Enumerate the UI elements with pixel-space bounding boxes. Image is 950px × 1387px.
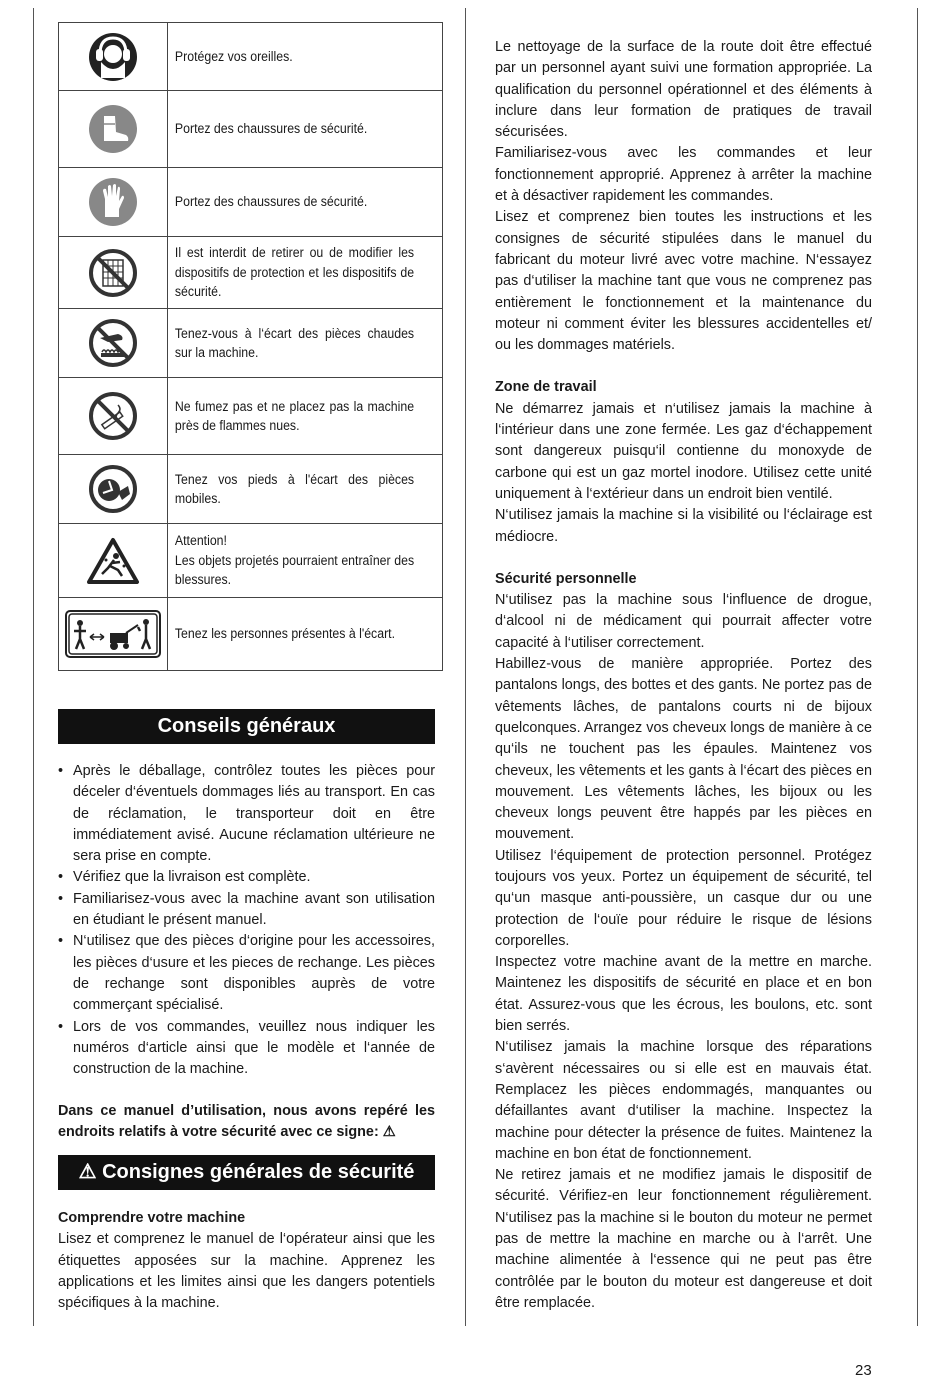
symbol-row [59, 91, 443, 168]
keep-bystanders-away-icon [59, 598, 168, 671]
symbol-text: Protégez vos oreilles. [168, 23, 421, 91]
no-smoking-icon [59, 378, 168, 455]
paragraph: Ne retirez jamais et ne modifiez jamais le dispositif de sécurité. Vérifiez-en leur fonctionnement régulièrement. N‘utilisez pas la machine si le bouton du moteur ne permet pas de mettre la machine en marche ou à l‘arrêt. Une machine alimentée à l‘essence qui ne peut pas être contrôlée par le bouton du moteur est dangereuse et doit être remplacée. [495, 1167, 872, 1311]
safety-gloves-icon [59, 168, 168, 237]
symbol-text: Tenez-vous à l‘écart des pièces chaudes sur la machine. [168, 309, 421, 378]
symbol-text: Ne fumez pas et ne placez pas la machine près de flammes nues. [168, 378, 421, 455]
list-item: • Lors de vos commandes, veuillez nous indiquer les numéros d‘article ainsi que le modèle et l‘année de construction de la machine. [58, 1017, 435, 1081]
symbol-text: Attention! Les objets projetés pourraient entraîner des blessures. [168, 524, 421, 598]
paragraph: N‘utilisez pas la machine sous l‘influence de drogue, d‘alcool ni de médicament qui pourrait affecter votre capacité à l‘utiliser correctement. [495, 592, 872, 651]
general-advice-section [58, 761, 435, 1080]
page-number: 23 [855, 1362, 872, 1379]
symbol-row [59, 524, 443, 598]
no-remove-guard-icon [59, 237, 168, 309]
safety-boots-icon [59, 91, 168, 168]
symbol-row [59, 598, 443, 671]
work-zone-title: Zone de travail [495, 379, 597, 396]
understand-machine-title: Comprendre votre machine [58, 1210, 246, 1226]
hot-parts-icon [59, 309, 168, 378]
symbol-text: Il est interdit de retirer ou de modifier les dispositifs de protection et les dispositifs de sécurité. [168, 237, 421, 309]
symbol-text: Tenez vos pieds à l'écart des pièces mobiles. [168, 455, 421, 524]
keep-feet-away-icon [59, 455, 168, 524]
paragraph: N‘utilisez jamais la machine si la visibilité ou l‘éclairage est médiocre. [495, 507, 872, 545]
paragraph: Utilisez l‘équipement de protection personnel. Protégez toujours vos yeux. Portez un équipement de sécurité, tel qu‘un masque anti-poussière, un casque dur ou une protection de l‘ouïe pour réduire le risque de lésions corporelles. [495, 847, 872, 949]
paragraph: Familiarisez-vous avec les commandes et leur fonctionnement approprié. Apprenez à arrêter la machine et à désactiver rapidement les commandes. [495, 145, 872, 205]
list-item: • Après le déballage, contrôlez toutes les pièces pour déceler d‘éventuels dommages liés au transport. En cas de réclamation, le transporteur doit en être immédiatement avisé. Aucune réclamation ultérieure ne sera prise en compte. [58, 761, 435, 867]
right-column [495, 37, 872, 1314]
personal-safety-title: Sécurité personnelle [495, 570, 637, 587]
symbol-text: Tenez les personnes présentes à l'écart. [168, 598, 421, 671]
safety-instructions-heading: ⚠ Consignes générales de sécurité [58, 1155, 435, 1190]
thrown-objects-warning-icon [59, 524, 168, 598]
symbol-text: Portez des chaussures de sécurité. [168, 91, 421, 168]
ear-protection-icon [59, 23, 168, 91]
symbol-row [59, 309, 443, 378]
symbol-row [59, 23, 443, 91]
symbol-row [59, 237, 443, 309]
paragraph: Habillez-vous de manière appropriée. Portez des pantalons longs, des bottes et des gants. Ne portez pas de vêtements lâches, de pantalons courts ni de bijoux quelconques. Arrangez vos cheveux longs de manière à ce qu‘ils ne touchent pas les épaules. Maintenez vos cheveux, les vêtements et les gants à l‘écart des pièces en mouvement. Les vêtements lâches, les bijoux ou les cheveux longs peuvent être happés par les pièces en mouvement. [495, 656, 872, 843]
symbol-row [59, 378, 443, 455]
paragraph: Inspectez votre machine avant de la mettre en marche. Maintenez les dispositifs de sécurité en place et en bon état. Assurez-vous que les écrous, les boulons, etc. sont bien serrés. [495, 954, 872, 1035]
symbol-row [59, 168, 443, 237]
center-divider-line [465, 8, 466, 1326]
right-margin-line [917, 8, 918, 1326]
safety-sign-note: Dans ce manuel d’utilisation, nous avons repéré les endroits relatifs à votre sécurité avec ce signe: ⚠ [58, 1103, 435, 1141]
left-margin-line [33, 8, 34, 1326]
symbol-text: Portez des chaussures de sécurité. [168, 168, 421, 237]
paragraph: Lisez et comprenez bien toutes les instructions et les consignes de sécurité stipulées dans le manuel du fabricant du moteur livré avec votre machine. N‘essayez pas d‘utiliser la machine tant que vous ne comprenez pas entièrement le fonctionnement et la maintenance du moteur ni comment éviter les blessures accidentelles et/ ou les dommages matériels. [495, 209, 872, 354]
general-advice-list [58, 761, 435, 1080]
list-item: • Familiarisez-vous avec la machine avant son utilisation en étudiant le présent manuel. [58, 889, 435, 932]
symbol-row [59, 455, 443, 524]
understand-machine-section [58, 1208, 435, 1314]
general-advice-heading: Conseils généraux [58, 709, 435, 744]
understand-machine-text: Lisez et comprenez le manuel de l‘opérateur ainsi que les étiquettes apposées sur la machine. Apprenez les applications et les limites ainsi que les dangers potentiels spécifiques à la machine. [58, 1231, 435, 1312]
paragraph: N‘utilisez jamais la machine lorsque des réparations s‘avèrent nécessaires ou si elle est en mauvais état. Remplacez les pièces endommagés, manquantes ou défaillantes avant d‘utiliser la machine. Inspectez la machine pour détecter la présence de fuites. Maintenez la machine en bon état de fonctionnement. [495, 1039, 872, 1162]
list-item: • Vérifiez que la livraison est complète. [58, 867, 435, 888]
safety-symbols-table [58, 22, 443, 671]
paragraph: Le nettoyage de la surface de la route doit être effectué par un personnel ayant suivi une formation appropriée. La qualification du personnel opérationnel et des éléments à inclure dans leur formation de pratiques de travail sécurisées. [495, 39, 872, 141]
paragraph: Ne démarrez jamais et n‘utilisez jamais la machine à l‘intérieur dans une zone fermée. Les gaz d‘échappement sont dangereux puisqu‘il contienne du monoxyde de carbone qui est un gaz mortel inodore. Utilisez cette unité uniquement à l‘extérieur dans un endroit bien ventilé. [495, 400, 872, 502]
list-item: • N‘utilisez que des pièces d‘origine pour les accessoires, les pièces d‘usure et les pieces de rechange. Les pièces de rechange sont disponibles auprès de votre commerçant spécialisé. [58, 931, 435, 1016]
